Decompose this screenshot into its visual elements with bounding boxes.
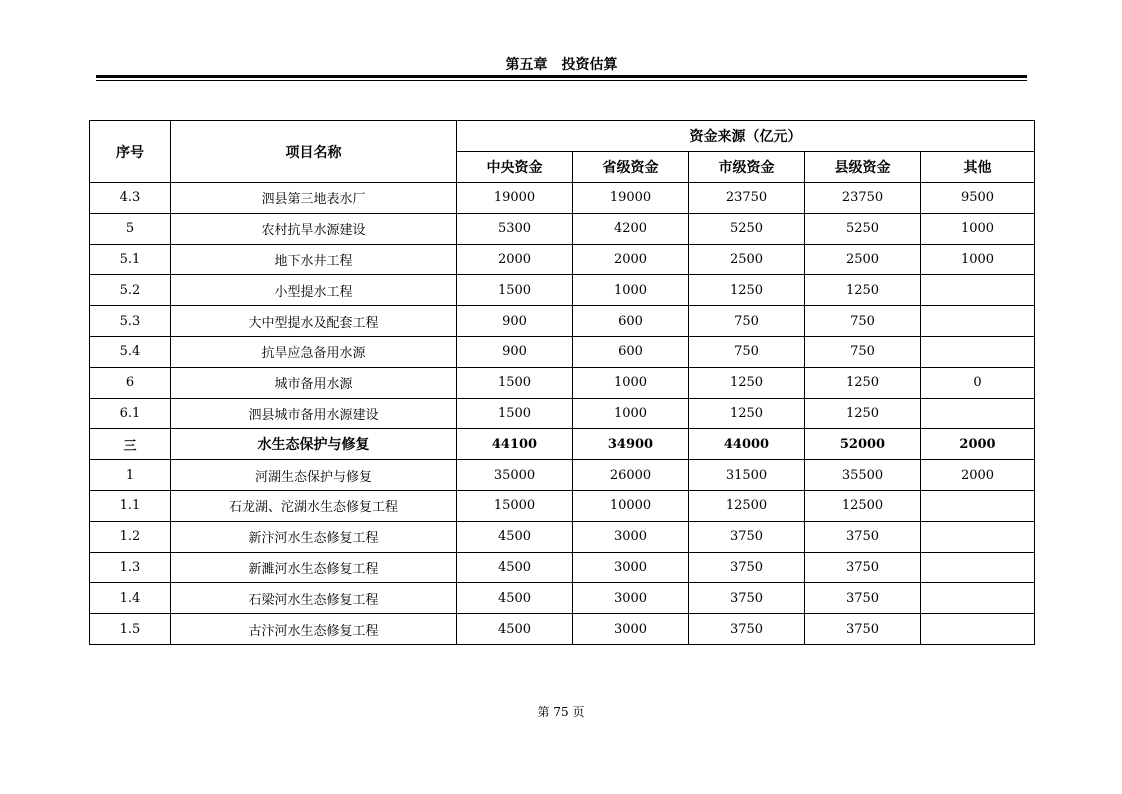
cell-municipal: 3750 [689,583,805,614]
cell-county: 12500 [805,490,921,521]
cell-name: 大中型提水及配套工程 [171,306,457,337]
table-row [90,367,1035,398]
table-row [90,429,1035,460]
cell-provincial: 34900 [573,429,689,460]
cell-provincial: 1000 [573,275,689,306]
col-header-seq: 序号 [90,121,171,183]
cell-central: 15000 [457,490,573,521]
cell-central: 4500 [457,521,573,552]
cell-other [921,521,1035,552]
table-row [90,460,1035,491]
cell-county: 2500 [805,244,921,275]
cell-municipal: 2500 [689,244,805,275]
cell-other: 1000 [921,244,1035,275]
header-rule-thick [96,75,1027,78]
funding-table [89,120,1035,645]
col-header-provincial: 省级资金 [573,152,689,183]
cell-other [921,336,1035,367]
cell-central: 900 [457,336,573,367]
cell-county: 23750 [805,183,921,214]
col-header-name: 项目名称 [171,121,457,183]
table-row [90,244,1035,275]
cell-seq: 6 [90,367,171,398]
cell-name: 石梁河水生态修复工程 [171,583,457,614]
cell-seq: 6.1 [90,398,171,429]
table-row [90,398,1035,429]
cell-name: 水生态保护与修复 [171,429,457,460]
col-header-funding-source: 资金来源（亿元） [457,121,1035,152]
cell-name: 古汴河水生态修复工程 [171,614,457,645]
cell-provincial: 3000 [573,552,689,583]
cell-seq: 1.2 [90,521,171,552]
cell-municipal: 750 [689,306,805,337]
cell-municipal: 44000 [689,429,805,460]
cell-seq: 5.4 [90,336,171,367]
table-row [90,521,1035,552]
cell-municipal: 23750 [689,183,805,214]
cell-municipal: 750 [689,336,805,367]
cell-seq: 三 [90,429,171,460]
cell-seq: 1.4 [90,583,171,614]
cell-county: 750 [805,306,921,337]
cell-provincial: 4200 [573,213,689,244]
cell-municipal: 1250 [689,398,805,429]
col-header-county: 县级资金 [805,152,921,183]
cell-provincial: 10000 [573,490,689,521]
cell-municipal: 3750 [689,614,805,645]
cell-county: 750 [805,336,921,367]
cell-provincial: 19000 [573,183,689,214]
cell-municipal: 31500 [689,460,805,491]
cell-provincial: 2000 [573,244,689,275]
cell-name: 石龙湖、沱湖水生态修复工程 [171,490,457,521]
cell-seq: 5.3 [90,306,171,337]
cell-other: 0 [921,367,1035,398]
cell-name: 泗县城市备用水源建设 [171,398,457,429]
cell-county: 52000 [805,429,921,460]
cell-county: 3750 [805,521,921,552]
table-row [90,213,1035,244]
header-rule-thin [96,80,1027,81]
cell-municipal: 3750 [689,521,805,552]
col-header-municipal: 市级资金 [689,152,805,183]
table-row [90,183,1035,214]
cell-county: 1250 [805,367,921,398]
cell-county: 3750 [805,614,921,645]
cell-central: 44100 [457,429,573,460]
cell-central: 4500 [457,583,573,614]
page-header-title: 第五章 投资估算 [505,57,618,73]
table-row [90,306,1035,337]
cell-central: 1500 [457,275,573,306]
cell-provincial: 3000 [573,583,689,614]
cell-name: 泗县第三地表水厂 [171,183,457,214]
cell-other: 2000 [921,429,1035,460]
cell-other [921,614,1035,645]
cell-provincial: 1000 [573,398,689,429]
cell-county: 35500 [805,460,921,491]
cell-municipal: 3750 [689,552,805,583]
cell-central: 4500 [457,614,573,645]
cell-name: 城市备用水源 [171,367,457,398]
cell-seq: 5.2 [90,275,171,306]
cell-seq: 5 [90,213,171,244]
cell-provincial: 600 [573,336,689,367]
table-row [90,583,1035,614]
cell-provincial: 3000 [573,614,689,645]
cell-seq: 1.3 [90,552,171,583]
cell-central: 1500 [457,398,573,429]
cell-central: 35000 [457,460,573,491]
cell-name: 河湖生态保护与修复 [171,460,457,491]
cell-provincial: 600 [573,306,689,337]
cell-seq: 4.3 [90,183,171,214]
cell-central: 900 [457,306,573,337]
cell-seq: 1.5 [90,614,171,645]
cell-name: 新汴河水生态修复工程 [171,521,457,552]
cell-municipal: 12500 [689,490,805,521]
cell-other: 9500 [921,183,1035,214]
cell-name: 新濉河水生态修复工程 [171,552,457,583]
cell-central: 4500 [457,552,573,583]
cell-other [921,490,1035,521]
cell-other [921,583,1035,614]
cell-other [921,306,1035,337]
cell-county: 1250 [805,398,921,429]
table-row [90,552,1035,583]
cell-county: 3750 [805,583,921,614]
cell-other: 2000 [921,460,1035,491]
table-body [90,183,1035,645]
cell-other: 1000 [921,213,1035,244]
table-row [90,614,1035,645]
cell-seq: 1 [90,460,171,491]
cell-provincial: 3000 [573,521,689,552]
table-row [90,336,1035,367]
cell-name: 农村抗旱水源建设 [171,213,457,244]
cell-name: 抗旱应急备用水源 [171,336,457,367]
cell-county: 3750 [805,552,921,583]
cell-municipal: 1250 [689,275,805,306]
cell-seq: 5.1 [90,244,171,275]
cell-municipal: 1250 [689,367,805,398]
cell-name: 地下水井工程 [171,244,457,275]
col-header-central: 中央资金 [457,152,573,183]
cell-central: 1500 [457,367,573,398]
table-row [90,490,1035,521]
cell-other [921,552,1035,583]
page-number: 第 75 页 [537,705,585,719]
cell-name: 小型提水工程 [171,275,457,306]
table-row [90,275,1035,306]
cell-county: 5250 [805,213,921,244]
cell-county: 1250 [805,275,921,306]
cell-other [921,275,1035,306]
cell-other [921,398,1035,429]
cell-central: 2000 [457,244,573,275]
cell-seq: 1.1 [90,490,171,521]
cell-provincial: 26000 [573,460,689,491]
cell-municipal: 5250 [689,213,805,244]
col-header-other: 其他 [921,152,1035,183]
cell-central: 5300 [457,213,573,244]
cell-provincial: 1000 [573,367,689,398]
cell-central: 19000 [457,183,573,214]
